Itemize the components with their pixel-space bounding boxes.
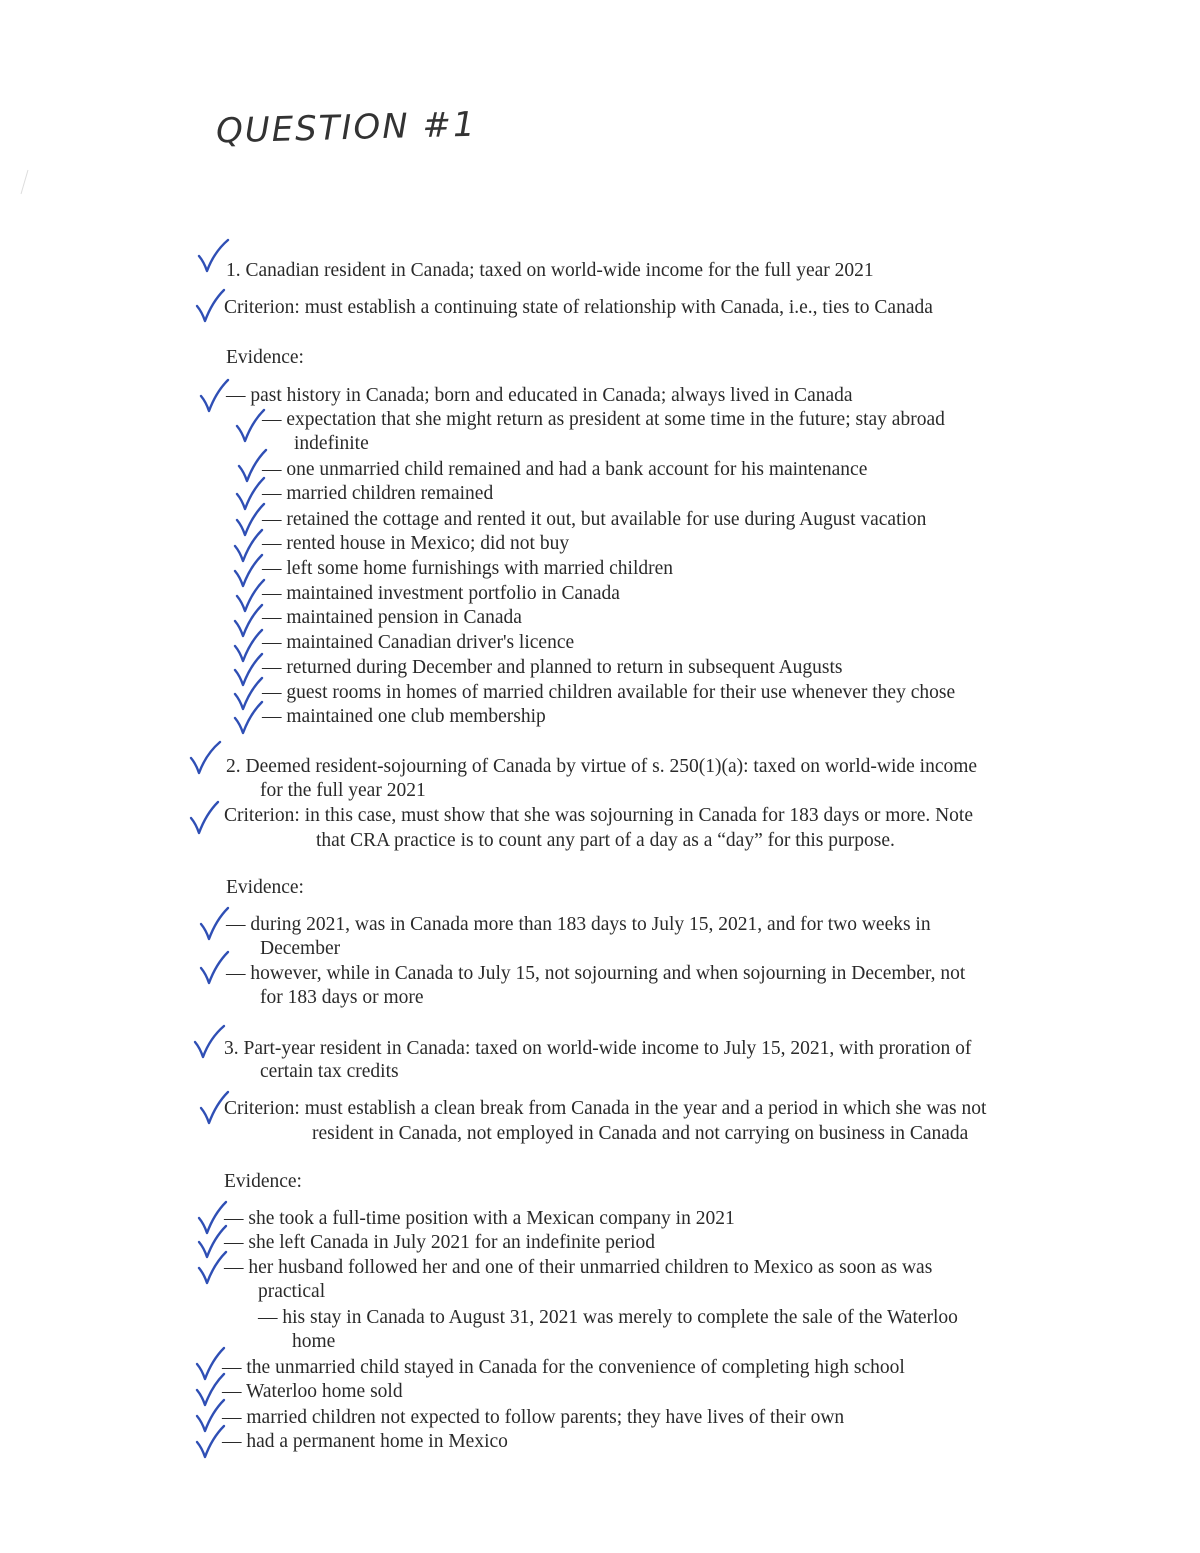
evidence-item: — Waterloo home sold bbox=[222, 1381, 403, 1402]
check-mark-icon bbox=[188, 800, 222, 836]
evidence-item: — maintained pension in Canada bbox=[262, 607, 522, 628]
scan-mark bbox=[18, 168, 32, 198]
section-2-heading: 2. Deemed resident-sojourning of Canada by virtue of s. 250(1)(a): taxed on world-wide income bbox=[226, 756, 978, 777]
check-mark-icon bbox=[196, 1250, 230, 1286]
check-mark-icon bbox=[198, 1090, 232, 1126]
evidence-item-continued: for 183 days or more bbox=[260, 987, 424, 1008]
section-3-criterion: Criterion: must establish a clean break from Canada in the year and a period in which she was not bbox=[224, 1098, 987, 1119]
evidence-subitem: — his stay in Canada to August 31, 2021 was merely to complete the sale of the Waterloo bbox=[258, 1307, 958, 1328]
evidence-item: — she left Canada in July 2021 for an indefinite period bbox=[224, 1232, 656, 1253]
section-2-evidence-label: Evidence: bbox=[226, 877, 304, 898]
evidence-item: — past history in Canada; born and educated in Canada; always lived in Canada bbox=[226, 385, 853, 406]
check-mark-icon bbox=[192, 1024, 226, 1060]
check-mark-icon bbox=[188, 740, 222, 776]
evidence-item: — maintained Canadian driver's licence bbox=[262, 632, 575, 653]
section-3-evidence-label: Evidence: bbox=[224, 1171, 302, 1192]
evidence-item-continued: indefinite bbox=[294, 433, 369, 454]
section-1-heading: 1. Canadian resident in Canada; taxed on world-wide income for the full year 2021 bbox=[226, 260, 874, 281]
evidence-item-continued: December bbox=[260, 938, 341, 959]
evidence-item: — expectation that she might return as president at some time in the future; stay abroad bbox=[262, 409, 945, 430]
section-1-criterion: Criterion: must establish a continuing state of relationship with Canada, i.e., ties to Canada bbox=[224, 297, 933, 318]
evidence-item: — she took a full-time position with a Mexican company in 2021 bbox=[224, 1208, 735, 1229]
section-2-criterion-cont: that CRA practice is to count any part of a day as a “day” for this purpose. bbox=[316, 830, 895, 851]
evidence-item: — rented house in Mexico; did not buy bbox=[262, 533, 570, 554]
check-mark-icon bbox=[194, 1424, 228, 1460]
evidence-item: — however, while in Canada to July 15, not sojourning and when sojourning in December, not bbox=[226, 963, 966, 984]
evidence-item: — maintained investment portfolio in Canada bbox=[262, 583, 620, 604]
handwritten-title: QUESTION #1 bbox=[215, 104, 478, 152]
evidence-item: — married children not expected to follow parents; they have lives of their own bbox=[222, 1407, 845, 1428]
check-mark-icon bbox=[198, 378, 232, 414]
check-mark-icon bbox=[196, 238, 230, 274]
section-2-heading-cont: for the full year 2021 bbox=[260, 780, 426, 801]
evidence-item: — her husband followed her and one of their unmarried children to Mexico as soon as was bbox=[224, 1257, 933, 1278]
section-3-heading-cont: certain tax credits bbox=[260, 1061, 399, 1082]
evidence-item: — had a permanent home in Mexico bbox=[222, 1431, 508, 1452]
evidence-item: — married children remained bbox=[262, 483, 494, 504]
evidence-item: — maintained one club membership bbox=[262, 706, 546, 727]
section-2-criterion: Criterion: in this case, must show that she was sojourning in Canada for 183 days or more. Note bbox=[224, 805, 973, 826]
check-mark-icon bbox=[198, 950, 232, 986]
check-mark-icon bbox=[198, 906, 232, 942]
check-mark-icon bbox=[234, 408, 268, 444]
evidence-item-continued: practical bbox=[258, 1281, 326, 1302]
section-3-heading: 3. Part-year resident in Canada: taxed on world-wide income to July 15, 2021, with proration of bbox=[224, 1038, 972, 1059]
evidence-item: — during 2021, was in Canada more than 183 days to July 15, 2021, and for two weeks in bbox=[226, 914, 931, 935]
evidence-subitem-continued: home bbox=[292, 1331, 336, 1352]
evidence-item: — guest rooms in homes of married children available for their use whenever they chose bbox=[262, 682, 956, 703]
evidence-item: — one unmarried child remained and had a bank account for his maintenance bbox=[262, 459, 868, 480]
section-3-criterion-cont: resident in Canada, not employed in Canada and not carrying on business in Canada bbox=[312, 1123, 969, 1144]
section-1-evidence-label: Evidence: bbox=[226, 347, 304, 368]
evidence-item: — returned during December and planned to return in subsequent Augusts bbox=[262, 657, 843, 678]
evidence-item: — left some home furnishings with married children bbox=[262, 558, 674, 579]
check-mark-icon bbox=[232, 700, 266, 736]
evidence-item: — retained the cottage and rented it out, but available for use during August vacation bbox=[262, 509, 927, 530]
evidence-item: — the unmarried child stayed in Canada for the convenience of completing high school bbox=[222, 1357, 905, 1378]
check-mark-icon bbox=[194, 288, 228, 324]
